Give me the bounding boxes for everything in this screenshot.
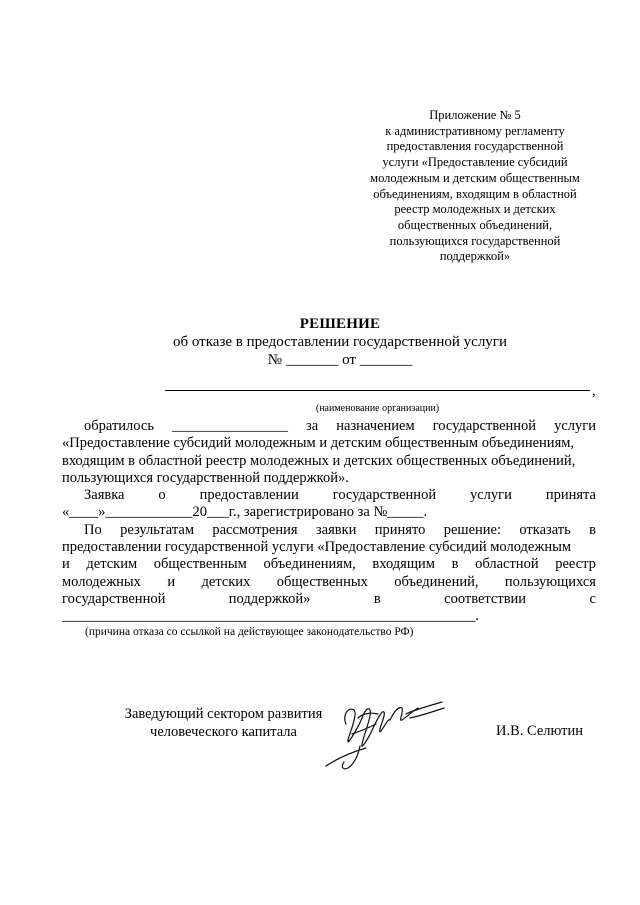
document-number-line: № _______ от _______ xyxy=(267,352,413,368)
body-word: о xyxy=(158,487,166,504)
body-word: с xyxy=(589,590,596,607)
body-word: пользующихся xyxy=(504,573,596,590)
body-line: _________________________________________________________. xyxy=(62,608,479,625)
body-word: в xyxy=(589,521,596,538)
body-word: общественным xyxy=(153,556,247,573)
body-word: решение: xyxy=(443,521,501,538)
signatory-position-line: Заведующий сектором развития xyxy=(124,706,323,722)
annex-line: пользующихся государственной xyxy=(389,233,561,248)
body-line: «Предоставление субсидий молодежным и детским общественным объединениям, xyxy=(62,435,575,452)
signatory-name: И.В. Селютин xyxy=(496,723,584,739)
body-line xyxy=(62,522,596,539)
signatory-position-line: человеческого капитала xyxy=(150,723,297,740)
body-word: Заявка xyxy=(84,487,125,504)
body-word: объединениям, xyxy=(263,556,356,573)
body-word: и xyxy=(62,556,70,573)
body-word: государственной xyxy=(332,487,437,504)
annex-note xyxy=(340,108,610,265)
body-word: поддержкой» xyxy=(228,590,311,607)
annex-line: поддержкой» xyxy=(439,249,511,264)
decision-body xyxy=(62,418,596,626)
body-word: рассмотрения xyxy=(212,521,298,538)
body-line xyxy=(62,418,596,435)
body-word: принята xyxy=(545,487,596,504)
body-word: государственной xyxy=(62,590,166,607)
annex-line: к административному регламенту xyxy=(385,123,565,138)
document-subtitle: об отказе в предоставлении государственной услуги xyxy=(172,334,507,350)
body-word: услуги xyxy=(470,487,512,504)
body-word: детских xyxy=(201,573,251,590)
body-line: входящим в областной реестр молодежных и детских общественных объединений, xyxy=(62,452,576,469)
body-word: объединений, xyxy=(394,573,479,590)
body-word: детским xyxy=(86,556,138,573)
body-word: входящим xyxy=(372,556,435,573)
annex-line: предоставления государственной xyxy=(386,139,564,154)
body-word: ________________ xyxy=(171,418,288,434)
body-word: в xyxy=(373,590,381,607)
body-word: принято xyxy=(374,521,426,538)
refusal-reason-caption: (причина отказа со ссылкой на действующее законодательство РФ) xyxy=(85,626,414,638)
body-word: государственной xyxy=(432,418,537,434)
body-line xyxy=(62,487,596,504)
organization-blank-line xyxy=(165,390,590,391)
organization-caption: (наименование организации) xyxy=(315,403,440,414)
body-line: предоставлении государственной услуги «Предоставление субсидий молодежным xyxy=(62,539,572,556)
body-word: услуги xyxy=(554,418,596,434)
body-line: пользующихся государственной поддержкой». xyxy=(62,469,349,486)
organization-comma: , xyxy=(592,383,596,399)
body-word: реестр xyxy=(555,556,596,573)
annex-line: общественных объединений, xyxy=(397,217,553,232)
body-word: отказать xyxy=(519,521,571,538)
body-word: По xyxy=(84,521,102,538)
body-word: в xyxy=(451,556,459,573)
body-word: обратилось xyxy=(84,418,154,434)
body-word: результатам xyxy=(120,521,194,538)
annex-line: услуги «Предоставление субсидий xyxy=(382,155,568,170)
body-line xyxy=(62,574,596,591)
body-word: назначением xyxy=(336,418,415,434)
annex-line: реестр молодежных и детских xyxy=(394,202,556,217)
body-word: общественных xyxy=(276,573,368,590)
annex-line: молодежным и детским общественным xyxy=(370,170,580,185)
signatory-position xyxy=(96,706,351,741)
body-line xyxy=(62,556,596,573)
body-word: соответствии xyxy=(444,590,527,607)
body-word: заявки xyxy=(315,521,357,538)
body-word: областной xyxy=(475,556,539,573)
body-line: «____»____________20___г., зарегистрировано за №_____. xyxy=(62,504,428,521)
annex-line: Приложение № 5 xyxy=(429,108,521,122)
body-word: и xyxy=(167,573,176,590)
document-title: РЕШЕНИЕ xyxy=(299,316,381,332)
handwritten-signature xyxy=(318,688,448,774)
body-line xyxy=(62,591,596,608)
body-word: предоставлении xyxy=(199,487,299,504)
body-word: за xyxy=(306,418,319,434)
annex-line: объединениям, входящим в областной xyxy=(373,186,577,201)
body-word: молодежных xyxy=(62,573,141,590)
